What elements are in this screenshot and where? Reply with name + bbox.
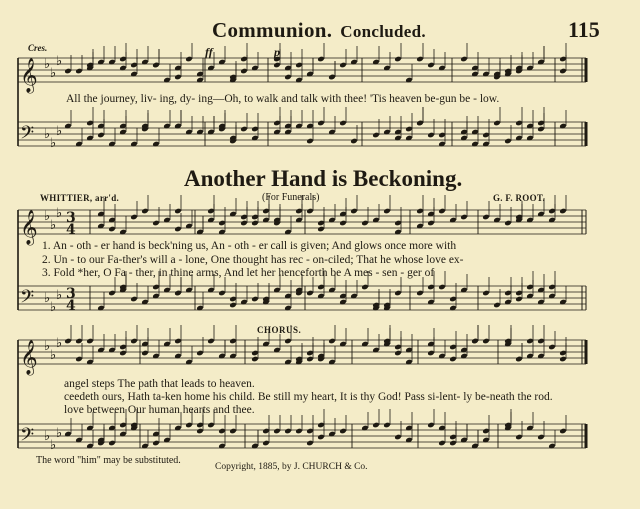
flat-icon: ♭ (44, 57, 51, 72)
flat-icon: ♭ (56, 54, 63, 69)
page-title: Communion. Concluded. (212, 18, 426, 42)
flat-icon: ♭ (56, 206, 63, 221)
piano-mark: p (274, 45, 280, 59)
page-number: 115 (568, 17, 600, 42)
flat-icon: ♭ (50, 438, 57, 453)
verse-1-continuation: angel steps The path that leads to heaven. (64, 378, 255, 390)
flat-icon: ♭ (44, 127, 51, 142)
verse-3-line: 3. Fold *her, O Fa - ther, in thine arms, And let her henceforth be A mes - sen - ger of (42, 267, 435, 279)
time-signature-top: 3 (66, 286, 76, 302)
flat-icon: ♭ (50, 300, 57, 315)
flat-icon: ♭ (44, 429, 51, 444)
flat-icon: ♭ (56, 288, 63, 303)
time-signature-bottom: 4 (66, 222, 76, 238)
flat-icon: ♭ (50, 348, 57, 363)
flat-icon: ♭ (50, 218, 57, 233)
verse-2-line: 2. Un - to our Fa-ther's will a - lone, One thought has rec - on-ciled; That he whose love ex- (42, 254, 464, 266)
copyright-notice: Copyright, 1885, by J. CHURCH & Co. (215, 462, 368, 472)
bass-clef-icon: 𝄢 (20, 123, 35, 148)
treble-clef-icon: 𝄞 (20, 58, 38, 93)
flat-icon: ♭ (56, 124, 63, 139)
hymn-note: (For Funerals) (262, 192, 320, 203)
treble-clef-icon: 𝄞 (20, 210, 38, 245)
flat-icon: ♭ (44, 209, 51, 224)
page-subtitle: Concluded. (340, 22, 426, 41)
flat-icon: ♭ (44, 291, 51, 306)
footnote: The word "him" may be substituted. (36, 455, 181, 466)
flat-icon: ♭ (50, 136, 57, 151)
verse-2-continuation: ceedeth ours, Hath ta-ken home his child. Be still my heart, It is thy God! Pass si-lent- ly be-neath the rod. (64, 391, 553, 403)
verse-1-line: 1. An - oth - er hand is beck'ning us, An - oth - er call is given; And glows once more with (42, 240, 457, 252)
fortissimo-mark: ff (205, 45, 213, 59)
flat-icon: ♭ (56, 426, 63, 441)
chorus-label: CHORUS. (257, 325, 302, 335)
bass-clef-icon: 𝄢 (20, 287, 35, 312)
hymn-title: Another Hand is Beckoning. (184, 166, 463, 191)
verse-3-continuation: love between Our human hearts and thee. (64, 404, 255, 416)
time-signature-top: 3 (66, 210, 76, 226)
flat-icon: ♭ (44, 339, 51, 354)
flat-icon: ♭ (50, 66, 57, 81)
crescendo-mark: Cres. (28, 43, 48, 53)
lyric-line-top: All the journey, liv- ing, dy- ing—Oh, to walk and talk with thee! 'Tis heaven be-gun be - low. (66, 93, 500, 105)
bass-clef-icon: 𝄢 (20, 425, 35, 450)
hymn-composer: G. F. ROOT. (493, 193, 546, 203)
hymn-author: WHITTIER, arr'd. (40, 193, 120, 203)
treble-clef-icon: 𝄞 (20, 340, 38, 375)
flat-icon: ♭ (56, 336, 63, 351)
time-signature-bottom: 4 (66, 298, 76, 314)
